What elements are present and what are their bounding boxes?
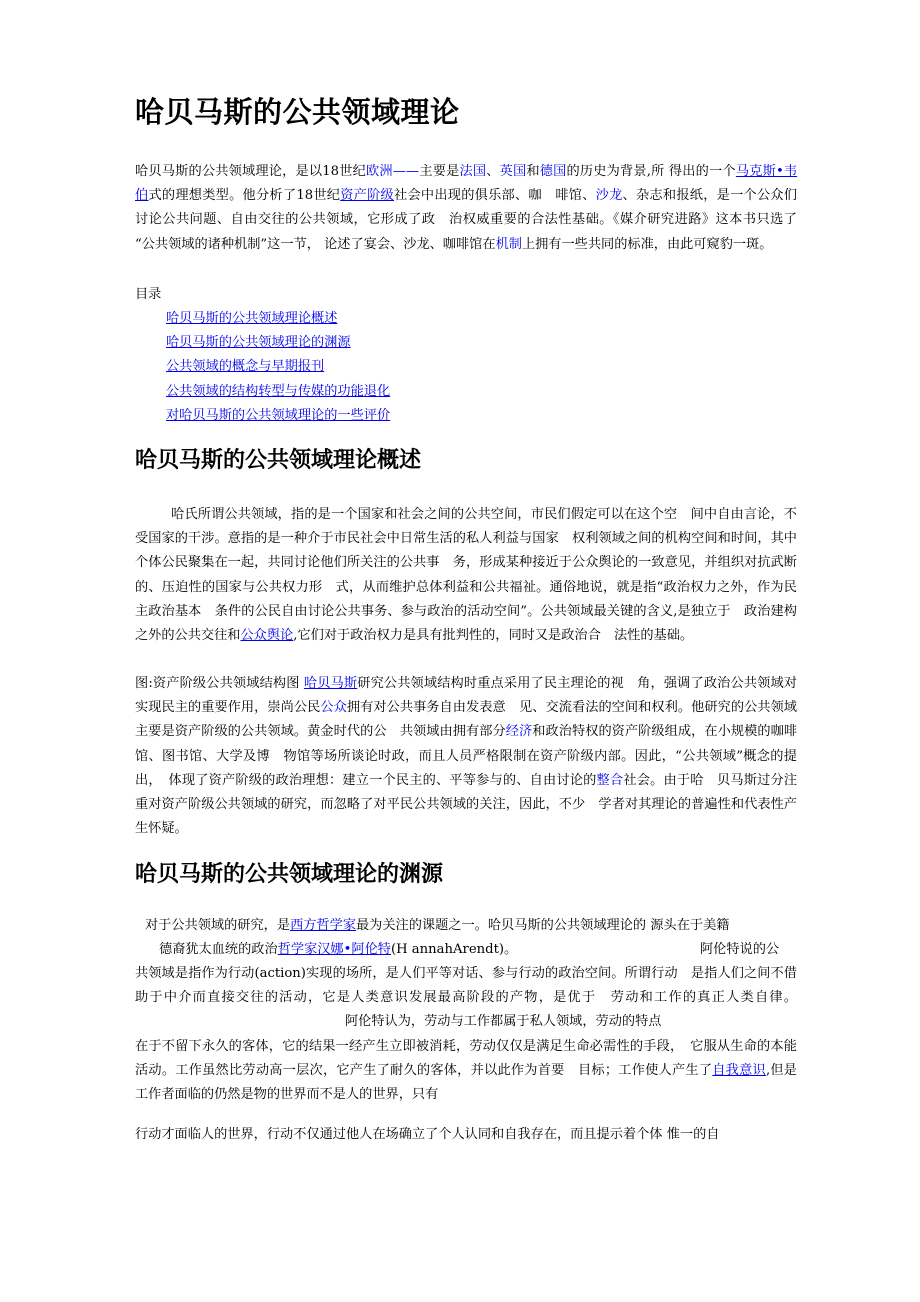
toc-item[interactable]: 公共领域的概念与早期报刊 [166, 359, 325, 375]
page-title: 哈贝马斯的公共领域理论 [135, 95, 460, 129]
origins-line-2: 德裔犹太血统的政治哲学家汉娜•阿伦特(H annahArendt)。 阿伦特说的公 [159, 942, 780, 957]
link-self-consciousness[interactable]: 自我意识 [712, 1062, 766, 1078]
origins-paragraph: 共领域是指作为行动(action)实现的场所，是人们平等对话、参与行动的政治空间。所谓行动 是指人们之间不借助于中介而直接交往的活动，它是人类意识发展最高阶段的产物，是优于 劳动和工作的真正人类自律。阿伦特认为，劳动与工作都属于私人领域，劳动的特点 在于不留下永久的客体，它的结果一经产生立即被消耗，劳动仅仅是满足生命必需性的手段， 它服从生命的本能活动。工作虽然比劳动高一层次，它产生了耐久的客体，并以此作为首要 目标；工作使人产生了自我意识,但是工作者面临的仍然是物的世界而不是人的世界，只有 [135, 966, 797, 1103]
link-public-opinion[interactable]: 公众舆论 [240, 628, 294, 644]
link-germany[interactable]: 德国 [539, 164, 567, 179]
origins-last-line: 行动才面临人的世界，行动不仅通过他人在场确立了个人认同和自我存在，而且提示着个体 惟一的自 [135, 1127, 720, 1142]
link-hannah-arendt[interactable]: 哲学家汉娜•阿伦特 [277, 942, 391, 957]
toc-item[interactable]: 对哈贝马斯的公共领域理论的一些评价 [166, 407, 391, 423]
section-heading-origins: 哈贝马斯的公共领域理论的渊源 [135, 862, 444, 887]
toc-label: 目录 [135, 287, 162, 302]
overview-paragraph: 哈氏所谓公共领域，指的是一个国家和社会之间的公共空间，市民们假定可以在这个空 间中自由言论，不受国家的干涉。意指的是一种介于市民社会中日常生活的私人利益与国家 权利领域之间的机构空间和时间，其中个体公民聚集在一起，共同讨论他们所关注的公共事 务，形成某种接近于公众舆论的一致意见，并组织对抗武断的、压迫性的国家与公共权力形 式，从而维护总体利益和公共福祉。通俗地说，就是指“政治权力之外，作为民主政治基本 条件的公民自由讨论公共事务、参与政治的活动空间”。公共领域最关键的含义,是独立于 政治建构之外的公共交往和公众舆论,它们对于政治权力是具有批判性的，同时又是政治合 法性的基础。 [135, 507, 797, 644]
toc-item[interactable]: 公共领域的结构转型与传媒的功能退化 [166, 383, 391, 399]
link-mechanism[interactable]: 机制 [495, 236, 522, 252]
link-salon[interactable]: 沙龙 [595, 188, 623, 204]
link-habermas[interactable]: 哈贝马斯 [303, 676, 358, 691]
structure-paragraph: 图:资产阶级公共领域结构图 哈贝马斯研究公共领域结构时重点采用了民主理论的视 角，强调了政治公共领域对实现民主的重要作用，崇尚公民公众拥有对公共事务自由发表意 见、交流看法的空间和权利。他研究的公共领域主要是资产阶级的公共领域。黄金时代的公 共领域由拥有部分经济和政治特权的资产阶级组成，在小规模的咖啡馆、图书馆、大学及博 物馆等场所谈论时政，而且人员严格限制在资产阶级内部。因此，“公共领域”概念的提出， 体现了资产阶级的政治理想：建立一个民主的、平等参与的、自由讨论的整合社会。由于哈 贝马斯过分注重对资产阶级公共领域的研究，而忽略了对平民公共领域的关注，因此，不少 学者对其理论的普遍性和代表性产生怀疑。 [135, 676, 798, 837]
section-heading-overview: 哈贝马斯的公共领域理论概述 [135, 448, 422, 473]
link-france[interactable]: 法国 [459, 164, 487, 179]
intro-paragraph: 哈贝马斯的公共领域理论，是以18世纪欧洲——主要是法国、英国和德国的历史为背景,所 得出的一个马克斯•韦伯式的理想类型。他分析了18世纪资产阶级社会中出现的俱乐部、咖 啡馆、沙龙、杂志和报纸，是一个公众们讨论公共问题、自由交往的公共领域，它形成了政 治权威重要的合法性基础。《媒介研究进路》这本书只选了 “公共领域的诸种机制”这一节， 论述了宴会、沙龙、咖啡馆在机制上拥有一些共同的标准，由此可窥豹一斑。 [135, 164, 798, 252]
table-of-contents [166, 307, 390, 428]
link-public[interactable]: 公众 [320, 700, 347, 716]
toc-item[interactable]: 哈贝马斯的公共领域理论概述 [166, 311, 338, 326]
link-bourgeois[interactable]: 资产阶级 [340, 188, 395, 204]
link-western-philosophers[interactable]: 西方哲学家 [290, 918, 356, 933]
link-integration[interactable]: 整合 [596, 772, 624, 788]
origins-line-1: 对于公共领域的研究，是西方哲学家最为关注的课题之一。哈贝马斯的公共领域理论的 源头在于美籍 [145, 918, 730, 933]
link-europe[interactable]: 欧洲—— [365, 164, 420, 179]
link-economy[interactable]: 经济 [505, 724, 533, 740]
link-weber[interactable]: 马克斯•韦伯 [135, 164, 798, 204]
link-england[interactable]: 英国 [499, 164, 527, 179]
toc-item[interactable]: 哈贝马斯的公共领域理论的渊源 [166, 335, 351, 351]
